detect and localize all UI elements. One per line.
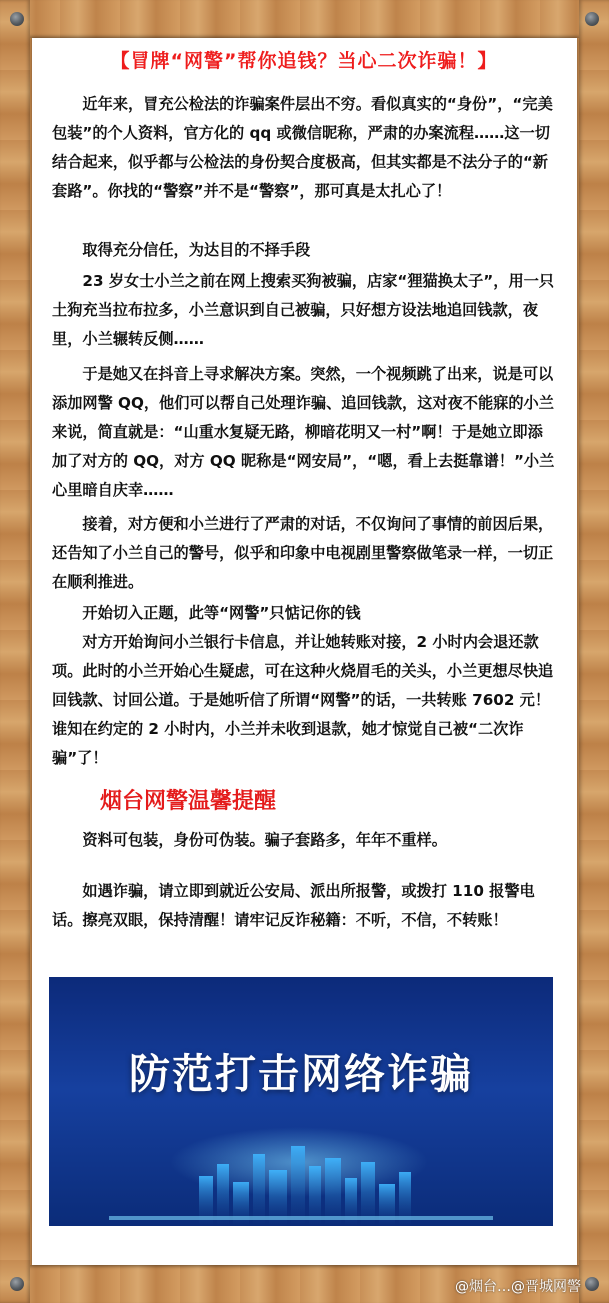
paragraph-tip-1: 资料可包装，身份可伪装。骗子套路多，年年不重样。 [82, 831, 447, 849]
weibo-watermark: @烟台…@晋城网警 [455, 1279, 581, 1295]
frame-left-plank [0, 0, 30, 1303]
subheading-money: 开始切入正题，此等“网警”只惦记你的钱 [82, 604, 361, 622]
nail-icon [10, 1277, 24, 1291]
reminder-heading: 烟台网警温馨提醒 [100, 789, 277, 814]
article-title: 【冒牌“网警”帮你追钱？当心二次诈骗！】 [110, 50, 498, 72]
paragraph-story-3: 接着，对方便和小兰进行了严肃的对话，不仅询问了事情的前因后果，还告知了小兰自己的警号，似乎和印象中电视剧里警察做笔录一样，一切正在顺利推进。 [52, 515, 554, 591]
anti-fraud-banner-image [49, 977, 553, 1226]
subheading-trust: 取得充分信任，为达目的不择手段 [82, 241, 311, 259]
paragraph-tip-2: 如遇诈骗，请立即到就近公安局、派出所报警，或拨打 110 报警电话。擦亮双眼，保持清醒！请牢记反诈秘籍：不听，不信，不转账！ [52, 882, 535, 929]
nail-icon [585, 12, 599, 26]
paragraph-intro: 近年来，冒充公检法的诈骗案件层出不穷。看似真实的“身份”，“完美包装”的个人资料，官方化的 qq 或微信昵称，严肃的办案流程……这一切结合起来，似乎都与公检法的身份契合度极高，但其实都是不法分子的“新套路”。你找的“警察”并不是“警察”，那可真是太扎心了！ [52, 95, 553, 200]
banner-text: 防范打击网络诈骗 [129, 1050, 473, 1098]
city-skyline-icon [49, 1136, 553, 1226]
paragraph-story-2: 于是她又在抖音上寻求解决方案。突然，一个视频跳了出来，说是可以添加网警 QQ，他们可以帮自己处理诈骗、追回钱款，这对夜不能寐的小兰来说，简直就是：“山重水复疑无路，柳暗花明又一村”啊！于是她立即添加了对方的 QQ，对方 QQ 昵称是“网安局”，“嗯，看上去挺靠谱！”小兰心里暗自庆幸…… [52, 365, 555, 499]
frame-top-plank [0, 0, 609, 38]
paragraph-story-4: 对方开始询问小兰银行卡信息，并让她转账对接，2 小时内会退还款项。此时的小兰开始心生疑虑，可在这种火烧眉毛的关头，小兰更想尽快追回钱款、讨回公道。于是她听信了所谓“网警”的话，一共转账 7602 元！谁知在约定的 2 小时内，小兰并未收到退款，她才惊觉自己被“二次诈骗”了！ [52, 633, 554, 767]
frame-right-plank [579, 0, 609, 1303]
nail-icon [585, 1277, 599, 1291]
paragraph-story-1: 23 岁女士小兰之前在网上搜索买狗被骗，店家“狸猫换太子”，用一只土狗充当拉布拉多，小兰意识到自己被骗，只好想方设法地追回钱款，夜里，小兰辗转反侧…… [52, 272, 555, 348]
nail-icon [10, 12, 24, 26]
